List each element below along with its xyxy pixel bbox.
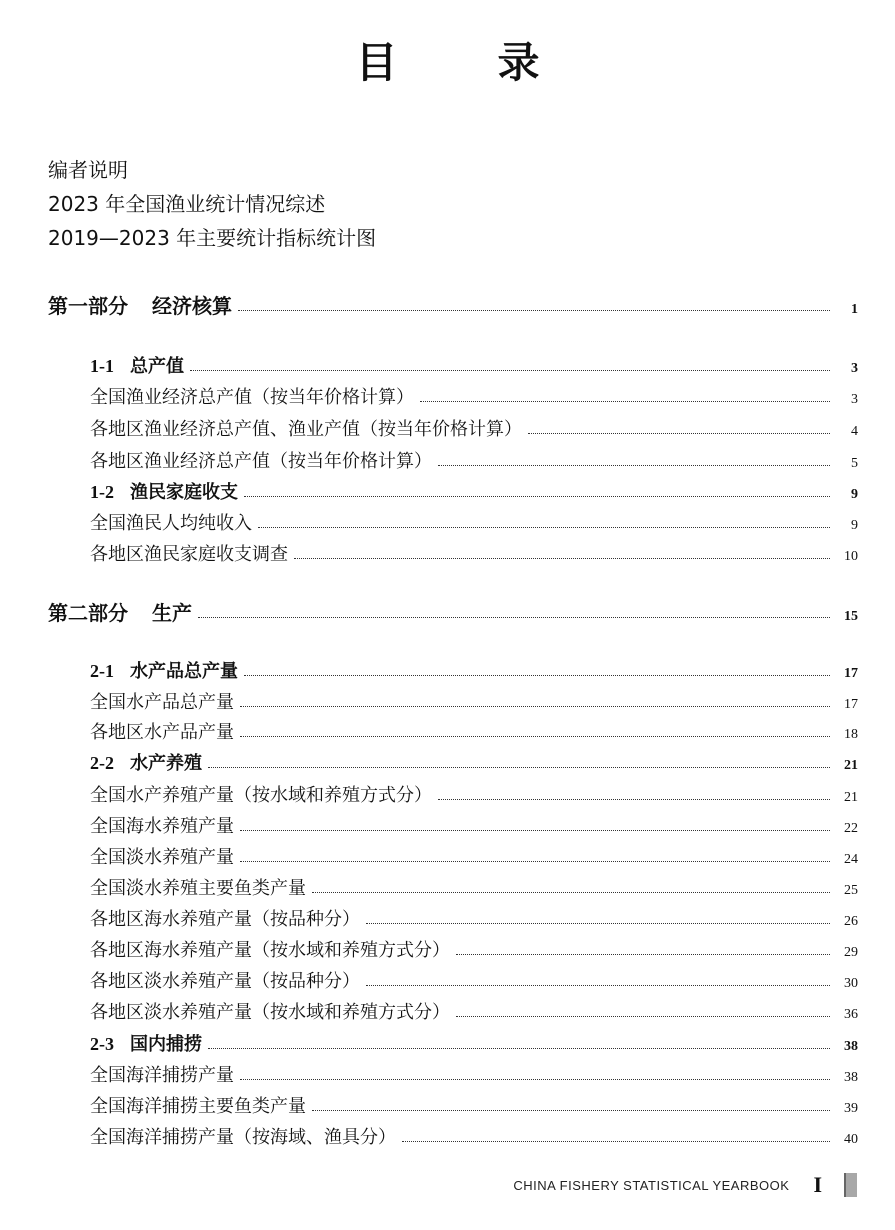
toc-label-group [90, 1030, 202, 1056]
toc-label: 全国水产养殖产量（按水域和养殖方式分） [90, 785, 432, 806]
toc-label: 各地区水产品产量 [90, 722, 234, 743]
toc-item[interactable] [90, 540, 858, 568]
toc-label-group [90, 749, 202, 775]
toc-page-number: 36 [844, 1007, 858, 1022]
toc-leader [294, 558, 830, 559]
toc-label-group [90, 688, 234, 714]
toc-label-group [90, 874, 306, 900]
toc-page-number: 38 [844, 1070, 858, 1085]
toc-label-group [90, 383, 414, 409]
toc-label: 全国海水养殖产量 [90, 816, 234, 837]
toc-label-group [90, 718, 234, 744]
toc-leader [208, 1048, 830, 1049]
toc-page-number: 9 [851, 518, 858, 533]
toc-label-group [90, 447, 432, 473]
toc-label-group [90, 905, 360, 931]
toc-part-prefix: 第二部分 [48, 601, 128, 625]
toc-label-group [90, 936, 450, 962]
toc-label: 全国渔民人均纯收入 [90, 513, 252, 534]
toc-leader [240, 861, 830, 862]
toc-leader [240, 1079, 830, 1080]
toc-item[interactable] [90, 936, 858, 964]
toc-section-number: 1-1 [90, 356, 114, 376]
edge-tab [844, 1173, 857, 1197]
toc-item[interactable] [90, 812, 858, 840]
toc-section[interactable] [90, 749, 858, 777]
toc-leader [240, 706, 830, 707]
toc-leader [208, 767, 830, 768]
toc-leader [438, 799, 830, 800]
toc-label: 全国海洋捕捞产量（按海域、渔具分） [90, 1127, 396, 1148]
toc-label: 各地区淡水养殖产量（按品种分） [90, 971, 360, 992]
toc-label-group [90, 657, 238, 683]
front-item[interactable]: 2023 年全国渔业统计情况综述 [48, 192, 326, 216]
toc-item[interactable] [90, 415, 858, 443]
toc-label-group [90, 415, 522, 441]
toc-label: 全国海洋捕捞主要鱼类产量 [90, 1096, 306, 1117]
footer-page-number: I [813, 1172, 822, 1197]
toc-item[interactable] [90, 447, 858, 475]
toc-page-number: 30 [844, 976, 858, 991]
toc-page-number: 24 [844, 852, 858, 867]
toc-section-number: 2-2 [90, 753, 114, 773]
toc-item[interactable] [90, 1061, 858, 1089]
toc-item[interactable] [90, 905, 858, 933]
toc-leader [198, 617, 830, 618]
toc-label: 全国淡水养殖产量 [90, 847, 234, 868]
toc-page-number: 9 [851, 487, 858, 502]
toc-part[interactable] [48, 597, 858, 629]
toc-leader [402, 1141, 830, 1142]
toc-label-group [90, 812, 234, 838]
toc-label: 各地区淡水养殖产量（按水域和养殖方式分） [90, 1002, 450, 1023]
toc-leader [258, 527, 830, 528]
toc-label: 各地区渔业经济总产值、渔业产值（按当年价格计算） [90, 419, 522, 440]
toc-section-number: 2-3 [90, 1034, 114, 1054]
toc-leader [312, 1110, 830, 1111]
toc-page-number: 3 [851, 361, 858, 376]
toc-label: 生产 [152, 601, 192, 625]
toc-page-number: 15 [844, 609, 858, 624]
toc-leader [312, 892, 830, 893]
toc-section[interactable] [90, 1030, 858, 1058]
toc-label: 全国海洋捕捞产量 [90, 1065, 234, 1086]
toc-page-number: 40 [844, 1132, 858, 1147]
toc-page-number: 1 [851, 302, 858, 317]
toc-label: 各地区渔业经济总产值（按当年价格计算） [90, 451, 432, 472]
toc-section[interactable] [90, 478, 858, 506]
toc-label-group [90, 352, 184, 378]
toc-section-number: 2-1 [90, 661, 114, 681]
toc-item[interactable] [90, 718, 858, 746]
toc-label: 国内捕捞 [130, 1034, 202, 1055]
toc-page-number: 3 [851, 392, 858, 407]
toc-page-number: 17 [844, 697, 858, 712]
toc-item[interactable] [90, 967, 858, 995]
front-matter [48, 153, 376, 255]
toc-page-number: 25 [844, 883, 858, 898]
toc-section[interactable] [90, 352, 858, 380]
toc-label: 水产养殖 [130, 753, 202, 774]
toc-leader [366, 923, 830, 924]
toc-label: 全国渔业经济总产值（按当年价格计算） [90, 387, 414, 408]
toc-page-number: 39 [844, 1101, 858, 1116]
toc-leader [240, 830, 830, 831]
toc-label: 各地区海水养殖产量（按水域和养殖方式分） [90, 940, 450, 961]
toc-page-number: 18 [844, 727, 858, 742]
toc-leader [238, 310, 830, 311]
toc-leader [528, 433, 830, 434]
page-title: 目录 [355, 38, 640, 87]
toc-leader [456, 954, 830, 955]
toc-item[interactable] [90, 843, 858, 871]
front-item[interactable]: 2019—2023 年主要统计指标统计图 [48, 226, 377, 250]
toc-item[interactable] [90, 1123, 858, 1151]
toc-page-number: 22 [844, 821, 858, 836]
toc-label-group [90, 967, 360, 993]
toc-label-group [90, 509, 252, 535]
toc-page-number: 38 [844, 1039, 858, 1054]
toc-label-group [90, 540, 288, 566]
toc-label-group [90, 998, 450, 1024]
toc-item[interactable] [90, 509, 858, 537]
toc-leader [456, 1016, 830, 1017]
toc-page-number: 26 [844, 914, 858, 929]
toc-label: 渔民家庭收支 [130, 482, 238, 503]
toc-item[interactable] [90, 998, 858, 1026]
toc-label: 全国淡水养殖主要鱼类产量 [90, 878, 306, 899]
toc-item[interactable] [90, 1092, 858, 1120]
toc-leader [240, 736, 830, 737]
toc-item[interactable] [90, 688, 858, 716]
footer-title: CHINA FISHERY STATISTICAL YEARBOOK [513, 1177, 790, 1193]
toc-label: 各地区海水养殖产量（按品种分） [90, 909, 360, 930]
toc-label-group [90, 843, 234, 869]
front-item[interactable]: 编者说明 [48, 158, 128, 182]
toc-label: 全国水产品总产量 [90, 692, 234, 713]
toc-label-group [90, 1123, 396, 1149]
toc-item[interactable] [90, 781, 858, 809]
toc-label-group [90, 781, 432, 807]
toc-page-number: 21 [844, 758, 858, 773]
toc-page-number: 5 [851, 456, 858, 471]
toc-leader [366, 985, 830, 986]
toc-label-group [48, 290, 232, 319]
toc-label-group [90, 1061, 234, 1087]
toc-leader [244, 496, 830, 497]
toc-leader [438, 465, 830, 466]
page-footer [513, 1172, 857, 1198]
toc-part[interactable] [48, 290, 858, 322]
toc-part-prefix: 第一部分 [48, 294, 128, 318]
toc-label-group [90, 1092, 306, 1118]
toc-item[interactable] [90, 874, 858, 902]
toc-page-number: 29 [844, 945, 858, 960]
toc-page-number: 4 [851, 424, 858, 439]
toc-leader [420, 401, 830, 402]
toc-leader [190, 370, 830, 371]
toc-label: 经济核算 [152, 294, 232, 318]
toc-label: 总产值 [130, 356, 184, 377]
toc-page-number: 21 [844, 790, 858, 805]
toc-section-number: 1-2 [90, 482, 114, 502]
toc-section[interactable] [90, 657, 858, 685]
toc-label-group [90, 478, 238, 504]
toc-leader [244, 675, 830, 676]
toc-item[interactable] [90, 383, 858, 411]
toc-label-group [48, 597, 192, 626]
toc-label: 水产品总产量 [130, 661, 238, 682]
toc-page-number: 17 [844, 666, 858, 681]
toc-label: 各地区渔民家庭收支调查 [90, 544, 288, 565]
toc-page-number: 10 [844, 549, 858, 564]
